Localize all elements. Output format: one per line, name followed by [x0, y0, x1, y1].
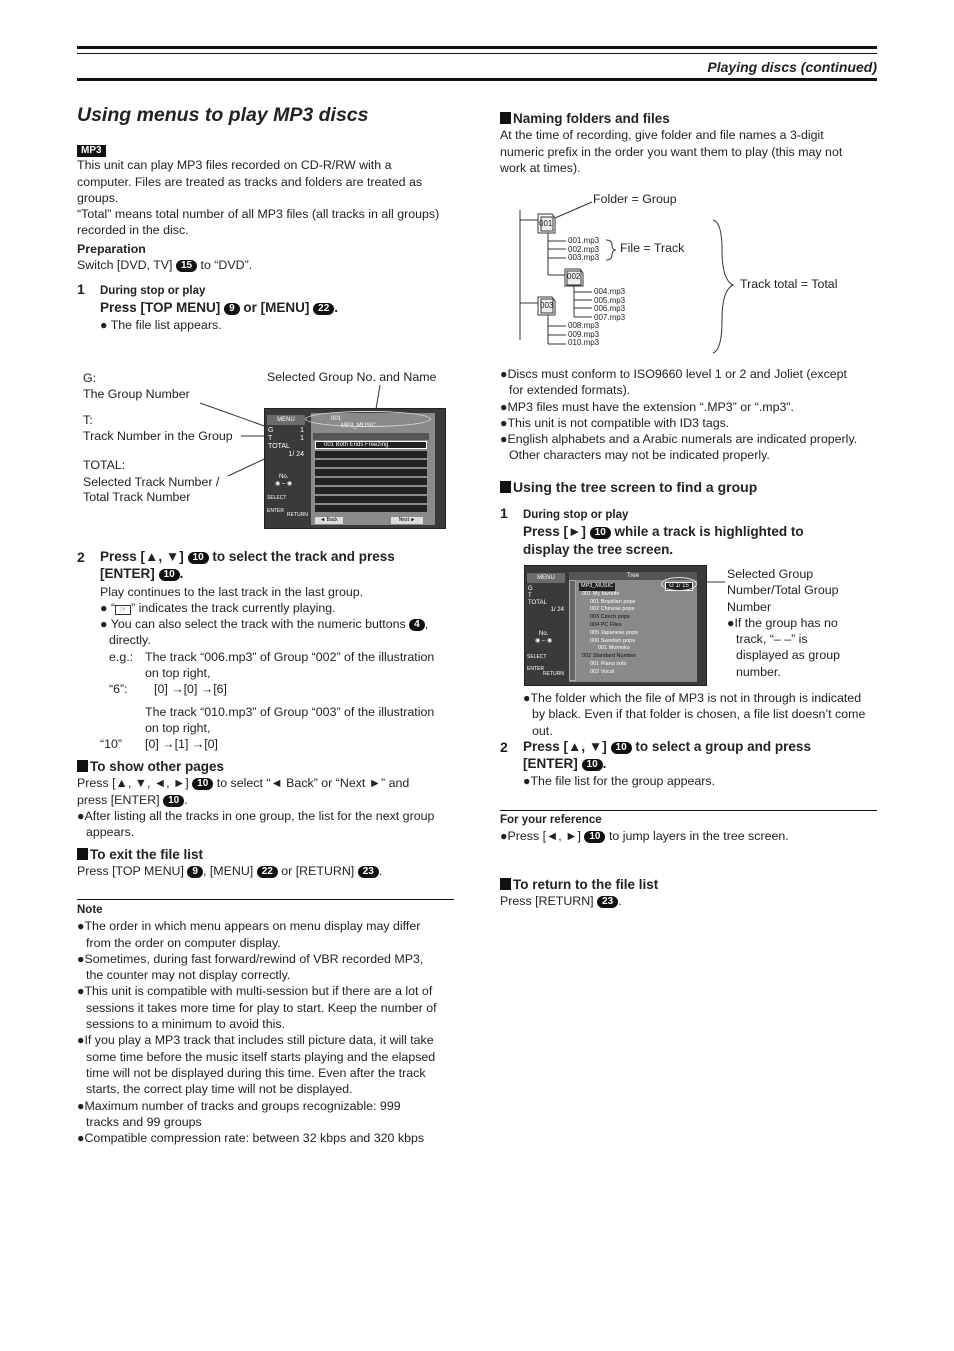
- body-text: press [ENTER]: [77, 792, 160, 807]
- step2-bullet: directly.: [109, 633, 151, 648]
- note-item: the counter may not display correctly.: [86, 968, 291, 983]
- screen-group-no: 001: [331, 416, 342, 422]
- intro-line: “Total” means total number of all MP3 files (all tracks in all groups): [77, 207, 440, 222]
- tree-item: 001 My favorite: [582, 590, 620, 597]
- body-text: Press [◄, ►]: [507, 829, 581, 844]
- fig1-t-label: T:: [83, 413, 93, 427]
- bullet-item: English alphabets and a Arabic numerals are indicated properly.: [507, 432, 858, 447]
- reference-rule: [500, 810, 877, 811]
- square-bullet-icon: [77, 848, 88, 860]
- note-item: Maximum number of tracks and groups recognizable: 999: [84, 1098, 401, 1113]
- body-text: to jump layers in the tree screen.: [608, 829, 789, 844]
- step2-text: .: [179, 566, 184, 582]
- tree-item: 006 Swedish pops: [590, 637, 635, 644]
- step-text: display the tree screen.: [523, 541, 674, 557]
- step2-text: to select the track and press: [212, 549, 395, 564]
- section-header: Playing discs (continued): [707, 59, 877, 75]
- note-item: This unit is compatible with multi-session but if there are a lot of: [84, 984, 433, 999]
- example-label: e.g.:: [109, 649, 134, 664]
- callout-text: number.: [736, 664, 781, 679]
- body-text: by black. Even if that folder is chosen, a file list doesn’t come: [532, 707, 866, 722]
- button-ref-10: 10: [188, 552, 209, 564]
- step-text: [ENTER]: [523, 756, 578, 772]
- tree-item: 003 Czech pops: [590, 614, 630, 621]
- note-item: Compatible compression rate: between 32 kbps and 320 kbps: [84, 1131, 425, 1146]
- example-keys: [0] →[0] →[6]: [154, 682, 227, 697]
- callout-text: Number/Total Group: [727, 583, 839, 598]
- button-ref-10: 10: [192, 778, 213, 790]
- step1: During stop or play Press [TOP MENU] 9 or [MENU] 22 . ● The file list appears.: [100, 283, 460, 333]
- file-label: 010.mp3: [568, 338, 600, 347]
- note-item: starts, the correct play time will not be displayed.: [86, 1082, 353, 1097]
- button-ref-10: 10: [584, 831, 605, 843]
- step2-desc: Play continues to the last track in the last group.: [100, 584, 364, 599]
- screen-number-keys-icon: ◉ – ◉: [535, 638, 553, 644]
- screen-no: No.: [539, 631, 549, 637]
- reference-heading: For your reference: [500, 814, 602, 826]
- body-text: After listing all the tracks in one group, the list for the next group: [84, 808, 435, 823]
- example-text: The track “006.mp3” of Group “002” of the illustration: [145, 649, 435, 664]
- step-bullet: The file list for the group appears.: [530, 773, 716, 788]
- screen-total-value: 1/ 24: [550, 607, 564, 613]
- step1-text: or [MENU]: [243, 300, 310, 316]
- callout-text: track, “– –” is: [736, 632, 808, 647]
- screen-enter: ENTER: [527, 666, 544, 672]
- folder-equals-group-label: Folder = Group: [593, 192, 677, 206]
- callout-text: Selected Group: [727, 567, 814, 581]
- tree-item: MP3_MUSIC: [581, 583, 614, 589]
- example-keys: [0] →[1] →[0]: [145, 737, 218, 752]
- body-text: The folder which the file of MP3 is not in through is indicated: [530, 691, 862, 705]
- body-text: Press [RETURN]: [500, 894, 594, 909]
- file-label: 005.mp3: [594, 295, 626, 305]
- intro-line: groups.: [77, 190, 119, 205]
- mp3-badge: MP3: [77, 145, 106, 157]
- square-bullet-icon: [500, 878, 511, 890]
- button-ref-23: 23: [597, 896, 618, 908]
- screen-t: T: [268, 435, 273, 442]
- file-label: 004.mp3: [594, 287, 626, 296]
- step1-sub: During stop or play: [100, 285, 206, 297]
- file-equals-track-label: File = Track: [620, 241, 685, 255]
- note-item: some time before the music itself starts playing and the elapsed: [86, 1049, 436, 1064]
- section-heading: To show other pages: [90, 759, 225, 774]
- track-total-label: Track total = Total: [740, 277, 838, 291]
- bullet-item: Discs must conform to ISO9660 level 1 or 2 and Joliet (except: [507, 367, 848, 381]
- return-file-list: [500, 877, 880, 910]
- body-text: .: [618, 894, 622, 909]
- tree-item: 001 Brazilian pops: [590, 598, 636, 605]
- body-text: to select “◄ Back” or “Next ►” and: [216, 776, 410, 791]
- tree-item: 002 Vocal: [590, 668, 615, 675]
- body-text: , [MENU]: [202, 864, 254, 879]
- body-text: or [RETURN]: [281, 864, 355, 879]
- disc-requirements: ●Discs must conform to ISO9660 level 1 or 2 and Joliet (except for extended formats). ●MP3 files must have the extension “.MP3” or “.mp3”. ●This unit is not compatible with ID3 tags. ●English alphabets and a Arabic numerals are indicated properly. Other characters may not be indicated properly.: [500, 366, 880, 464]
- section-heading: Naming folders and files: [513, 111, 670, 126]
- fig1-total-label: TOTAL:: [83, 458, 126, 472]
- screen-menu-label: MENU: [527, 573, 565, 583]
- square-bullet-icon: [77, 760, 88, 772]
- button-ref-10: 10: [611, 742, 632, 754]
- file-label: 006.mp3: [594, 304, 626, 313]
- step2-text: Press [▲, ▼]: [100, 549, 184, 564]
- screen-g: G: [528, 586, 533, 592]
- step-number: 1: [500, 505, 508, 521]
- step1-text: .: [334, 300, 339, 316]
- example-text: The track “010.mp3” of Group “003” of the illustration: [145, 704, 435, 719]
- button-ref-10: 10: [590, 527, 611, 539]
- note-item: sessions to a minimum to avoid this.: [86, 1017, 286, 1032]
- screen-menu-label: MENU: [267, 415, 305, 425]
- button-ref-22: 22: [313, 303, 334, 315]
- note-block: Note ●The order in which menu appears on menu display may differ from the order on computer display. ●Sometimes, during fast forward/rewind of VBR recorded MP3, the counter may not display correctly. ●This unit is compatible with multi-session but if there are a lot of sessions it takes more time for play to start. Keep the number of sessions to a minimum to avoid this. ●If you play a MP3 track that includes still picture data, it will take some time before the music itself starts playing and the elapsed time will not be displayed during this time. Even after the track starts, the correct play time will not be displayed. ●Maximum number of tracks and groups recognizable: 999 tracks and 99 groups ●Compatible compression rate: between 32 kbps and 320 kbps: [77, 902, 457, 1146]
- screen-next-button: Next ►: [391, 517, 423, 524]
- show-other-pages: To show other pages Press [▲, ▼, ◄, ►] 10 to select “◄ Back” or “Next ►” and press [ENTER] 10 . ●After listing all the tracks in one group, the list for the next group appears.: [77, 759, 457, 840]
- body-text: Press [▲, ▼, ◄, ►]: [77, 776, 189, 791]
- tree-item: 004 PC Files: [590, 621, 622, 628]
- body-text: appears.: [86, 825, 135, 840]
- screen-total: TOTAL: [268, 443, 290, 450]
- tree-step2: Press [▲, ▼] 10 to select a group and press [ENTER] 10 . ●The file list for the group appears.: [523, 739, 811, 788]
- screen-total: TOTAL: [528, 600, 547, 606]
- step-text: Press [►]: [523, 524, 586, 540]
- file-label: 008.mp3: [568, 321, 600, 330]
- intro-line: recorded in the disc.: [77, 223, 189, 238]
- note-item: sessions it takes more time for play to start. Keep the number of: [86, 1000, 437, 1015]
- screen-select: SELECT: [267, 495, 287, 501]
- step2-bullet: You can also select the track with the numeric buttons: [110, 617, 406, 632]
- section-heading: To return to the file list: [513, 877, 659, 892]
- button-ref-15: 15: [176, 260, 197, 272]
- bullet-item: MP3 files must have the extension “.MP3” or “.mp3”.: [507, 399, 794, 414]
- button-ref-10: 10: [159, 569, 180, 581]
- screen-total-value: 1/ 24: [288, 451, 304, 458]
- callout-text: displayed as group: [736, 648, 841, 663]
- note-heading: Note: [77, 904, 103, 916]
- note-item: If you play a MP3 track that includes still picture data, it will take: [84, 1033, 434, 1048]
- button-ref-23: 23: [358, 866, 379, 878]
- screen-group-name: MP3_MUSIC: [341, 423, 377, 429]
- step-text: Press [▲, ▼]: [523, 739, 607, 754]
- step1-bullet: The file list appears.: [110, 317, 222, 332]
- screen-t-value: 1: [300, 435, 304, 442]
- step-text: while a track is highlighted to: [614, 524, 804, 540]
- step-number: 2: [77, 549, 85, 565]
- body-text: At the time of recording, give folder and file names a 3-digit: [500, 128, 824, 143]
- button-ref-10: 10: [582, 759, 603, 771]
- fig1-total-desc: Selected Track Number /: [83, 475, 220, 489]
- file-label: 002.mp3: [568, 244, 600, 254]
- reference-block: For your reference ●Press [◄, ►] 10 to jump layers in the tree screen.: [500, 812, 880, 845]
- screen-enter: ENTER: [267, 508, 284, 514]
- tree-item: 001 Piano solo: [590, 660, 627, 667]
- section-heading: Using the tree screen to find a group: [513, 479, 758, 495]
- black-folder-note: ●The folder which the file of MP3 is not in through is indicated by black. Even if that folder is chosen, a file list doesn’t come out.: [523, 690, 883, 739]
- fig1-total-desc: Total Track Number: [83, 490, 191, 504]
- file-label: 001.mp3: [568, 236, 600, 245]
- fig1-t-desc: Track Number in the Group: [83, 429, 233, 443]
- screen-no: No.: [279, 474, 289, 480]
- note-item: The order in which menu appears on menu display may differ: [84, 919, 421, 934]
- screen-select: SELECT: [527, 654, 547, 660]
- bullet-item: This unit is not compatible with ID3 tags.: [507, 415, 730, 430]
- bullet-item: for extended formats).: [509, 383, 631, 398]
- step-number: 2: [500, 739, 508, 755]
- tree-item: 005 Japanese pops: [590, 629, 639, 636]
- intro-line: This unit can play MP3 files recorded on CD-R/RW with a: [77, 158, 392, 173]
- note-item: Sometimes, during fast forward/rewind of VBR recorded MP3,: [84, 951, 424, 966]
- group-counter: G 1/ 15: [665, 582, 693, 591]
- button-ref-4: 4: [409, 619, 425, 631]
- step1-text: Press [TOP MENU]: [100, 300, 221, 316]
- fig1-selected-label: Selected Group No. and Name: [267, 370, 437, 384]
- tree-item: 002 Standard Number: [582, 653, 637, 660]
- screen-selected-track: 001 Both Ends Freezing: [315, 441, 427, 449]
- body-text: .: [378, 864, 383, 879]
- hand-pointer-icon: ☞: [115, 605, 131, 615]
- callout-text: If the group has no: [734, 615, 838, 630]
- exit-file-list: [77, 847, 457, 880]
- screen-g: G: [268, 427, 274, 434]
- page-title: Using menus to play MP3 discs: [77, 104, 369, 126]
- body-text: Press [TOP MENU]: [77, 864, 184, 879]
- example-quote: “6”:: [109, 682, 128, 697]
- screen-number-keys-icon: ◉ – ◉: [275, 481, 293, 487]
- body-text: out.: [532, 723, 553, 738]
- button-ref-22: 22: [257, 866, 278, 878]
- intro-line: computer. Files are treated as tracks and folders are treated as: [77, 174, 423, 189]
- step-number: 1: [77, 281, 85, 297]
- body-text: numeric prefix in the order you want them to play (this may not: [500, 144, 843, 159]
- preparation-text: Switch [DVD, TV]: [77, 258, 173, 273]
- file-label: 007.mp3: [594, 312, 626, 322]
- body-text: work at times).: [500, 160, 581, 175]
- step2-bullet: ,: [424, 617, 429, 632]
- fig1-g-desc: The Group Number: [83, 387, 190, 401]
- preparation-text: to “DVD”.: [200, 258, 253, 273]
- button-ref-9: 9: [187, 866, 203, 878]
- example-text: on top right,: [145, 666, 211, 681]
- tree-title: Tree: [569, 572, 697, 580]
- button-ref-10: 10: [163, 795, 184, 807]
- example-quote: “10”: [100, 737, 123, 752]
- preparation-heading: Preparation: [77, 242, 146, 256]
- step2-bullet: ” indicates the track currently playing.: [131, 600, 336, 615]
- section-heading: To exit the file list: [90, 847, 204, 862]
- tree-item: 002 Chinese pops: [590, 606, 635, 613]
- folder-label: 001: [539, 219, 553, 228]
- step-sub: During stop or play: [523, 509, 629, 521]
- callout-text: Number: [727, 599, 772, 614]
- screen-back-button: ◄ Back: [315, 517, 343, 524]
- note-item: from the order on computer display.: [86, 935, 281, 950]
- step-text: to select a group and press: [635, 739, 811, 754]
- file-label: 009.mp3: [568, 329, 600, 339]
- step-text: .: [602, 756, 607, 772]
- fig1-g-label: G:: [83, 371, 97, 385]
- note-item: time will not be displayed during this time. Even after the track: [86, 1065, 426, 1080]
- screen-return: RETURN: [287, 512, 308, 518]
- folder-label: 003: [540, 301, 554, 310]
- tree-figure-callout: Selected Group Number/Total Group Number ●If the group has no track, “– –” is displayed as group number.: [727, 566, 877, 680]
- step2: Press [▲, ▼] 10 to select the track and press [ENTER] 10 . Play continues to the last track in the last group. ● “ ☞ ” indicates the track currently playing. ● You can also select the track with the numeric buttons 4 , directly. e.g.: The track “006.mp3” of Group “002” of the illustration on top right, “6”: [0] →[0] →[6] The track “010.mp3” of Group “003” of the illustration on top right, “10” [0] →[1] →[0]: [100, 549, 460, 753]
- button-ref-9: 9: [224, 303, 240, 315]
- file-label: 003.mp3: [568, 253, 600, 262]
- example-text: on top right,: [145, 720, 211, 735]
- step2-bullet: “: [110, 600, 116, 615]
- bullet-item: Other characters may not be indicated properly.: [509, 448, 770, 463]
- screen-t: T: [528, 593, 532, 599]
- body-text: .: [184, 792, 188, 807]
- note-item: tracks and 99 groups: [86, 1114, 202, 1129]
- screen-return: RETURN: [543, 671, 564, 677]
- folder-label: 002: [567, 272, 581, 281]
- step2-text: [ENTER]: [100, 566, 155, 582]
- tree-item: 001 Momoko: [598, 645, 630, 652]
- note-rule: [77, 899, 454, 900]
- screen-g-value: 1: [300, 427, 304, 434]
